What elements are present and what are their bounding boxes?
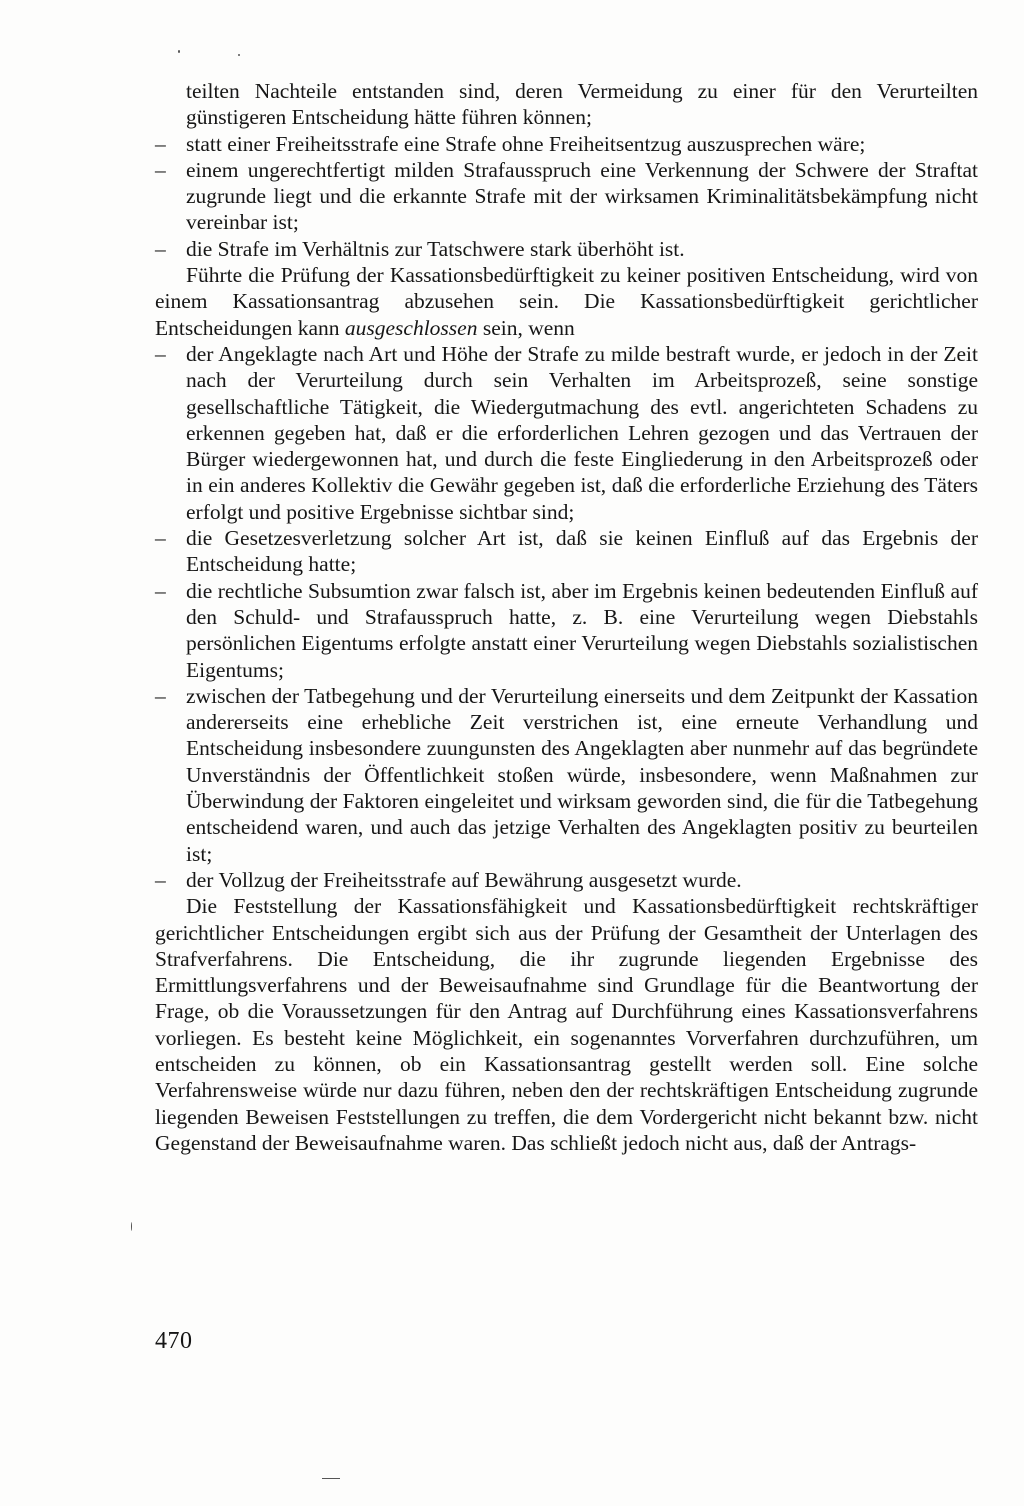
lead-in-paragraph: teilten Nachteile entstanden sind, deren Vermeidung zu einer für den Verurteilten günstigeren Entscheidung hätte führen können;: [186, 79, 978, 130]
list-item: [155, 157, 978, 236]
dash-bullet: –: [155, 683, 166, 708]
dash-bullet: –: [155, 157, 166, 182]
list-item-text: einem ungerechtfertigt milden Strafausspruch eine Verkennung der Schwere der Straftat zugrunde liegt und die erkannte Strafe mit der wirksamen Kriminalitätsbekämpfung nicht vereinbar ist;: [186, 157, 978, 235]
dash-bullet: –: [155, 867, 166, 892]
dash-bullet: –: [155, 236, 166, 261]
list-item: [155, 341, 978, 525]
dash-bullet: –: [155, 341, 166, 366]
paragraph-text: Führte die Prüfung der Kassationsbedürftigkeit zu keiner positiven Entscheidung, wird von einem Kassationsantrag abzusehen sein. Die Kassationsbedürftigkeit gerichtlicher Entscheidungen kann: [155, 263, 978, 340]
scan-speck: [238, 54, 240, 56]
list-item-text: zwischen der Tatbegehung und der Verurteilung einerseits und dem Zeitpunkt der Kassation andererseits eine erhebliche Zeit verstrichen ist, eine erneute Verhandlung und Entscheidung insbesondere zuungunsten des Angeklagten aber nunmehr auf das begründete Unverständnis der Öffentlichkeit stoßen würde, insbesondere, wenn Maßnahmen zur Überwindung der Faktoren eingeleitet und wirksam geworden sind, die für die Tatbegehung entscheidend waren, und auch das jetzige Verhalten des Angeklagten positiv zu beurteilen ist;: [186, 683, 978, 866]
list-item: [155, 683, 978, 867]
list-item-text: der Vollzug der Freiheitsstrafe auf Bewährung ausgesetzt wurde.: [186, 867, 742, 892]
list-item-text: der Angeklagte nach Art und Höhe der Strafe zu milde bestraft wurde, er jedoch in der Zeit nach der Verurteilung durch sein Verhalten im Arbeitsprozeß, seine sonstige gesellschaftliche Tätigkeit, die Wiedergutmachung des evtl. angerichteten Schadens zu erkennen gegeben hat, daß er die erforderlichen Lehren gezogen und das Vertrauen der Bürger wiedergewonnen hat, und durch die feste Eingliederung in den Arbeitsprozeß oder in ein anderes Kollektiv die Gewähr gegeben ist, daß die erforderliche Erziehung des Täters erfolgt und positive Ergebnisse sichtbar sind;: [186, 341, 978, 524]
scan-speck: [131, 1222, 132, 1231]
dash-bullet: –: [155, 526, 166, 551]
scan-speck: [322, 1478, 340, 1479]
list-item-text: statt einer Freiheitsstrafe eine Strafe ohne Freiheitsentzug auszusprechen wäre;: [186, 131, 866, 156]
list-item: [155, 131, 978, 157]
paragraph-text: sein, wenn: [477, 315, 575, 340]
body-text: [155, 78, 978, 1156]
list-item-text: die Strafe im Verhältnis zur Tatschwere stark überhöht ist.: [186, 236, 685, 261]
list-item: [155, 867, 978, 893]
dash-bullet: –: [155, 578, 166, 603]
paragraph-exclusion-intro: [155, 262, 978, 341]
criteria-list-b: [155, 341, 978, 893]
criteria-list-a: [155, 131, 978, 262]
list-item-text: die rechtliche Subsumtion zwar falsch ist, aber im Ergebnis keinen bedeutenden Einfluß auf den Schuld- und Strafausspruch hatte, z. B. eine Verurteilung wegen Diebstahls persönlichen Eigentums erfolgte anstatt einer Verurteilung wegen Diebstahls sozialistischen Eigentums;: [186, 578, 978, 682]
list-item: [155, 236, 978, 262]
list-item: [155, 525, 978, 578]
page-number: 470: [155, 1328, 193, 1354]
scan-speck: [178, 50, 180, 53]
list-item: [155, 578, 978, 683]
dash-bullet: –: [155, 131, 166, 156]
emphasis-text: ausgeschlossen: [344, 315, 478, 340]
paragraph-determination: Die Feststellung der Kassationsfähigkeit und Kassationsbedürftigkeit rechtskräftiger gerichtlicher Entscheidungen ergibt sich aus der Prüfung der Gesamtheit der Unterlagen des Strafverfahrens. Die Entscheidung, die ihr zugrunde liegenden Ergebnisse des Ermittlungsverfahrens und der Beweisaufnahme sind Grundlage für die Beantwortung der Frage, ob die Voraussetzungen für den Antrag auf Durchführung eines Kassationsverfahrens vorliegen. Es besteht keine Möglichkeit, ein sogenanntes Vorverfahren durchzuführen, um entscheiden zu können, ob ein Kassationsantrag gestellt werden soll. Eine solche Verfahrensweise würde nur dazu führen, neben den der rechtskräftigen Entscheidung zugrunde liegenden Beweisen Feststellungen zu treffen, die dem Vordergericht nicht bekannt bzw. nicht Gegenstand der Beweisaufnahme waren. Das schließt jedoch nicht aus, daß der Antrags-: [155, 894, 978, 1155]
list-item-text: die Gesetzesverletzung solcher Art ist, daß sie keinen Einfluß auf das Ergebnis der Entscheidung hatte;: [186, 526, 978, 577]
